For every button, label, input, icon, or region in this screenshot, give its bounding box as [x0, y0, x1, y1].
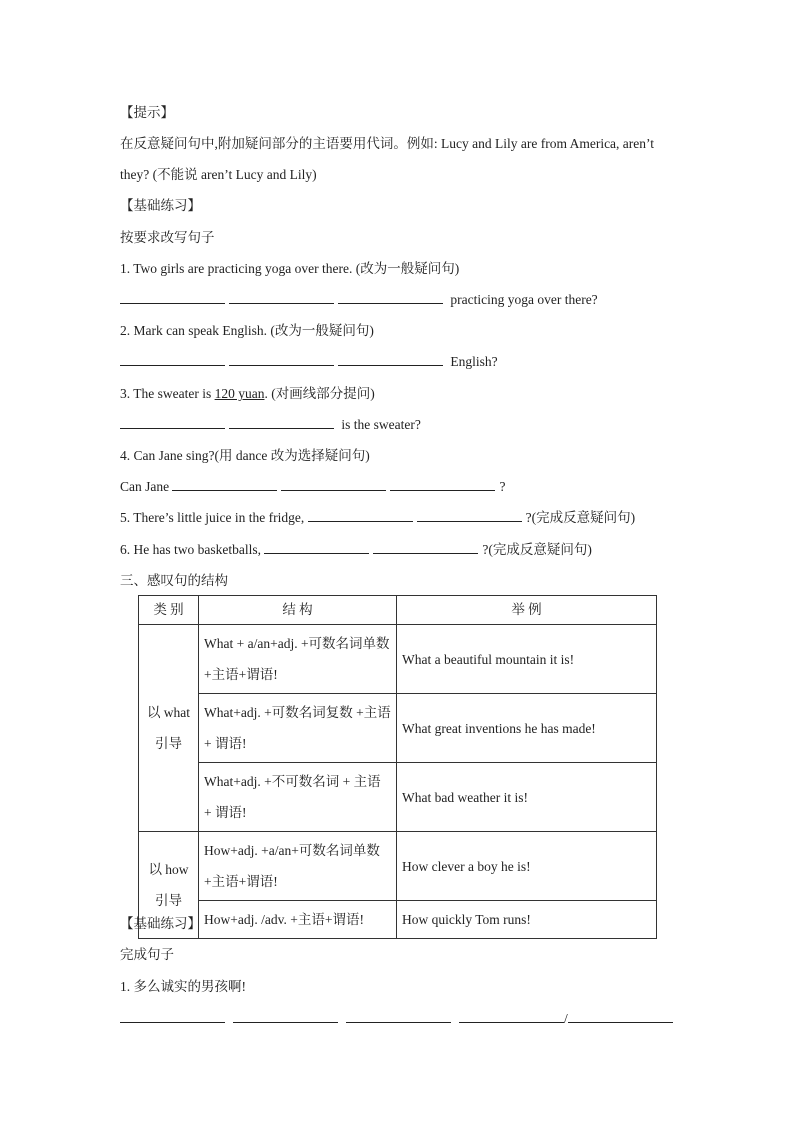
- practice2-question-1: 1. 多么诚实的男孩啊!: [120, 979, 246, 994]
- underlined-amount: 120 yuan: [214, 386, 265, 401]
- blank[interactable]: [308, 509, 413, 522]
- header-category: 类 别: [139, 596, 199, 625]
- blank[interactable]: [120, 416, 225, 429]
- blank[interactable]: [229, 416, 334, 429]
- question-6: 6. He has two basketballs, ?(完成反意疑问句): [120, 542, 592, 557]
- tip-text-line2: they? (不能说 aren’t Lucy and Lily): [120, 167, 317, 182]
- structure-cell: How+adj. /adv. +主语+谓语!: [199, 901, 397, 939]
- answer-line-4: Can Jane ?: [120, 479, 506, 494]
- question-1: 1. Two girls are practicing yoga over there. (改为一般疑问句): [120, 261, 460, 276]
- blank[interactable]: [264, 541, 369, 554]
- answer-line-2: English?: [120, 353, 498, 371]
- category-what: 以 what 引导: [139, 625, 199, 832]
- category-how: 以 how 引导: [139, 832, 199, 939]
- header-example: 举 例: [397, 596, 657, 625]
- structure-cell: What+adj. +不可数名词 + 主语 + 谓语!: [199, 763, 397, 832]
- answer-line-1: practicing yoga over there?: [120, 291, 598, 309]
- slash: /: [564, 1011, 568, 1026]
- structure-cell: How+adj. +a/an+可数名词单数+主语+谓语!: [199, 832, 397, 901]
- table-row: [139, 832, 657, 901]
- tip-text-line1: 在反意疑问句中,附加疑问部分的主语要用代词。例如: Lucy and Lily are from America, aren’t: [120, 136, 655, 151]
- question-4: 4. Can Jane sing?(用 dance 改为选择疑问句): [120, 448, 370, 463]
- exclamation-structure-table: [138, 595, 657, 939]
- structure-cell: What+adj. +可数名词复数 +主语 + 谓语!: [199, 694, 397, 763]
- blank[interactable]: [373, 541, 478, 554]
- practice2-answer-line-1: [120, 1010, 673, 1028]
- blank[interactable]: [229, 291, 334, 304]
- table-row: [139, 625, 657, 694]
- example-cell: What great inventions he has made!: [397, 694, 657, 763]
- example-cell: How clever a boy he is!: [397, 832, 657, 901]
- blank[interactable]: [281, 478, 386, 491]
- blank[interactable]: [120, 291, 225, 304]
- blank[interactable]: [346, 1010, 451, 1023]
- blank[interactable]: [233, 1010, 338, 1023]
- blank[interactable]: [120, 1010, 225, 1023]
- tip-heading: 【提示】: [120, 105, 174, 120]
- table-row: [139, 763, 657, 832]
- structure-cell: What + a/an+adj. +可数名词单数+主语+谓语!: [199, 625, 397, 694]
- section3-title: 三、感叹句的结构: [120, 573, 228, 588]
- table-row: [139, 901, 657, 939]
- example-cell: What bad weather it is!: [397, 763, 657, 832]
- practice1-heading: 【基础练习】: [120, 198, 201, 213]
- blank[interactable]: [229, 353, 334, 366]
- example-cell: How quickly Tom runs!: [397, 901, 657, 939]
- blank[interactable]: [338, 353, 443, 366]
- table-row: [139, 694, 657, 763]
- practice1-instruction: 按要求改写句子: [120, 230, 215, 245]
- question-3: 3. The sweater is 120 yuan. (对画线部分提问): [120, 386, 375, 401]
- question-5: 5. There’s little juice in the fridge, ?(完成反意疑问句): [120, 510, 636, 525]
- practice2-heading: 【基础练习】: [120, 916, 201, 931]
- blank[interactable]: [417, 509, 522, 522]
- blank[interactable]: [568, 1010, 673, 1023]
- answer-line-3: is the sweater?: [120, 416, 421, 434]
- blank[interactable]: [172, 478, 277, 491]
- blank[interactable]: [338, 291, 443, 304]
- blank[interactable]: [459, 1010, 564, 1023]
- blank[interactable]: [120, 353, 225, 366]
- blank[interactable]: [390, 478, 495, 491]
- table-header-row: [139, 596, 657, 625]
- header-structure: 结 构: [199, 596, 397, 625]
- example-cell: What a beautiful mountain it is!: [397, 625, 657, 694]
- practice2-instruction: 完成句子: [120, 947, 174, 962]
- question-2: 2. Mark can speak English. (改为一般疑问句): [120, 323, 374, 338]
